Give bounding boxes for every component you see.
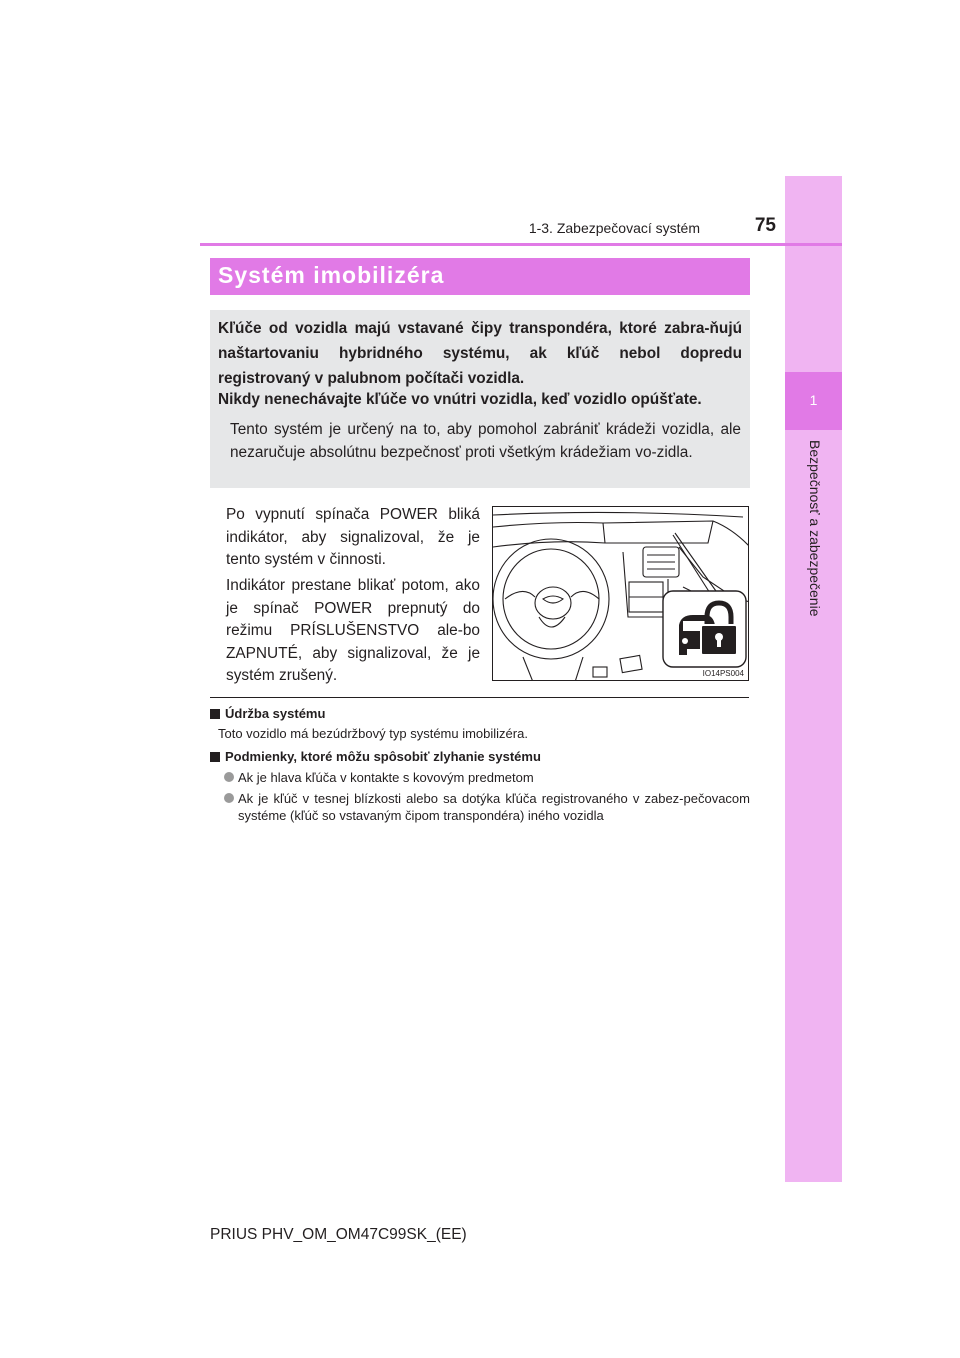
square-bullet-icon [210, 752, 220, 762]
title-bar [210, 258, 750, 295]
dashboard-illustration [493, 507, 749, 681]
square-bullet-icon [210, 709, 220, 719]
list-item [224, 769, 750, 786]
conditions-heading-text: Podmienky, ktoré môžu spôsobiť zlyhanie systému [225, 749, 541, 764]
maintenance-text: Toto vozidlo má bezúdržbový typ systému imobilizéra. [218, 726, 528, 741]
intro-box [210, 310, 750, 488]
intro-warning: Nikdy nenechávajte kľúče vo vnútri vozidla, keď vozidlo opúšťate. [218, 391, 702, 408]
intro-bold-paragraph: Kľúče od vozidla majú vstavané čipy transpondéra, ktoré zabra-ňujú naštartovaniu hybridného systému, ak kľúč nebol dopredu registrovaný v palubnom počítači vozidla. [218, 320, 742, 387]
page-title: Systém imobilizéra [218, 262, 445, 288]
chapter-number: 1 [809, 392, 818, 408]
circle-bullet-icon [224, 793, 234, 803]
section-header: 1-3. Zabezpečovací systém [528, 220, 700, 236]
page-number: 75 [754, 215, 776, 236]
figure-code: IO14PS004 [702, 669, 744, 678]
body-paragraph-1: Po vypnutí spínača POWER bliká indikátor, aby signalizoval, že je tento systém v činnosti. [226, 506, 480, 568]
chapter-title: Bezpečnosť a zabezpečenie [807, 440, 823, 617]
list-item-text: Ak je kľúč v tesnej blízkosti alebo sa dotýka kľúča registrovaného v zabez-pečovacom systéme (kľúč so vstavaným čipom transpondéra) iného vozidla [238, 791, 750, 823]
body-paragraph-2: Indikátor prestane blikať potom, ako je spínač POWER prepnutý do režimu PRÍSLUŠENSTVO ale-bo ZAPNUTÉ, aby signalizoval, že je systém zrušený. [226, 577, 480, 684]
list-item [224, 790, 750, 824]
list-item-text: Ak je hlava kľúča v kontakte s kovovým predmetom [238, 770, 534, 785]
maintenance-heading [210, 705, 325, 722]
section-rule [210, 697, 749, 698]
footer-doc-code: PRIUS PHV_OM_OM47C99SK_(EE) [210, 1226, 467, 1243]
dashboard-figure [492, 506, 749, 681]
maintenance-heading-text: Údržba systému [225, 706, 326, 721]
header-rule [200, 243, 842, 246]
circle-bullet-icon [224, 772, 234, 782]
intro-body: Tento systém je určený na to, aby pomohol zabrániť krádeži vozidla, ale nezaručuje absolútnu bezpečnosť proti všetkým krádežiam vo-zidla. [230, 421, 741, 461]
conditions-heading [210, 748, 541, 765]
